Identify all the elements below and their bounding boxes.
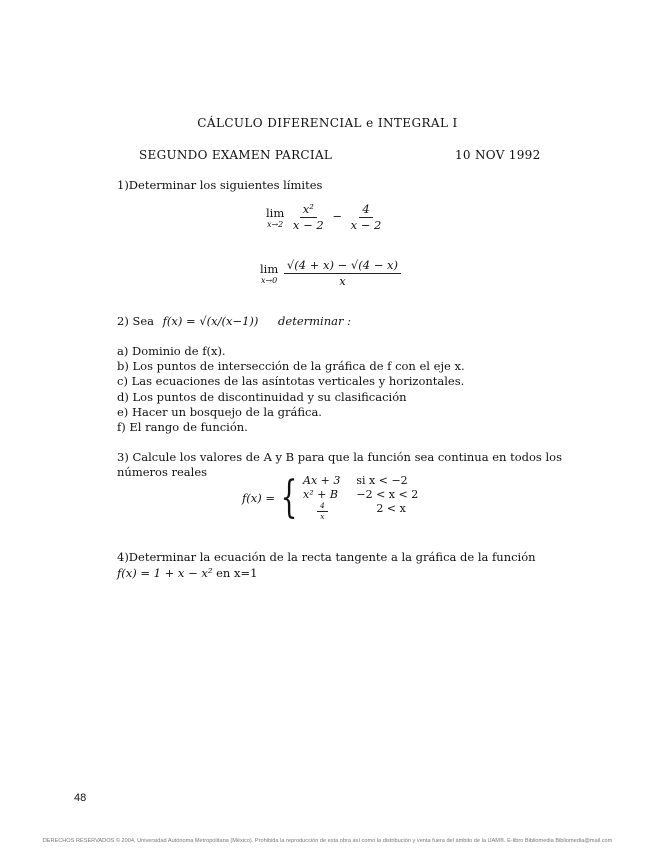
fraction-4-over-x: $\frac{4}{x}$ (317, 502, 328, 522)
list-item: c) Las ecuaciones de las asíntotas verticales y horizontales. (117, 374, 465, 389)
problem2-statement (117, 314, 351, 328)
fraction-sqrt-difference-over-x: $\frac{√(4 + x) - √(4 - x)}{x}$ (284, 259, 401, 287)
problem3-line-2: números reales (117, 465, 208, 479)
piecewise-cases (303, 474, 418, 521)
piecewise-function (242, 471, 419, 523)
lim-operator-2: lim x→0 (260, 261, 279, 285)
fraction-x2-over-x-minus-2: $\frac{\text{x²}}{x - 2}$ (292, 202, 324, 232)
limit-expression-2 (260, 259, 403, 287)
case-cond: 2 < x (376, 501, 406, 515)
list-item: b) Los puntos de intersección de la gráfica de f con el eje x. (117, 359, 465, 374)
page-number: 48 (74, 792, 87, 804)
limit-expression-1: lim x→2 $\frac{\text{x²}}{x - 2}$ − $\frac{4}{x - 2}$ (266, 203, 386, 231)
left-brace: { (280, 471, 298, 523)
problem2-function: f(x) = √(x/(x−1)) (162, 314, 259, 328)
case-expr: x² + B (303, 487, 338, 501)
problem4-point: en x=1 (212, 566, 258, 580)
copyright-footer: DERECHOS RESERVADOS © 2004, Universidad Autónoma Metropolitana (México). Prohibida la reproducción de esta obra así como la distribución y venta fuera del ámbito de la UAM®. E-libro Bibliomedia Bibliomedia@mail.com (42, 838, 613, 844)
problem4-line-2 (117, 566, 257, 580)
fraction-4-over-x-minus-2: $\frac{4}{x - 2}$ (350, 202, 382, 232)
course-title: CÁLCULO DIFERENCIAL e INTEGRAL I (197, 116, 458, 130)
case-expr (303, 502, 340, 522)
exam-name: SEGUNDO EXAMEN PARCIAL (139, 148, 333, 162)
list-item: a) Dominio de f(x). (117, 344, 226, 358)
problem4-function: f(x) = 1 + x − x² (117, 566, 213, 580)
lim-operator-1: lim x→2 (266, 205, 285, 229)
problem2-item-list (117, 344, 465, 435)
piecewise-fx-label: f(x) = (242, 490, 276, 505)
case-expr: Ax + 3 (303, 474, 341, 487)
problem2-intro: 2) Sea (117, 314, 154, 328)
list-item: d) Los puntos de discontinuidad y su clasificación (117, 389, 407, 404)
list-item: f) El rango de función. (117, 420, 248, 435)
problem4-line-1: 4)Determinar la ecuación de la recta tangente a la gráfica de la función (117, 550, 536, 564)
case-cond: si x < −2 (356, 474, 408, 487)
exam-date: 10 NOV 1992 (455, 148, 541, 162)
problem2-instruction: determinar : (278, 314, 352, 328)
case-cond: −2 < x < 2 (356, 487, 419, 501)
list-item: e) Hacer un bosquejo de la gráfica. (117, 404, 322, 419)
problem3-line-1: 3) Calcule los valores de A y B para que la función sea continua en todos los (117, 450, 562, 464)
problem1-heading: 1)Determinar los siguientes límites (117, 178, 323, 192)
